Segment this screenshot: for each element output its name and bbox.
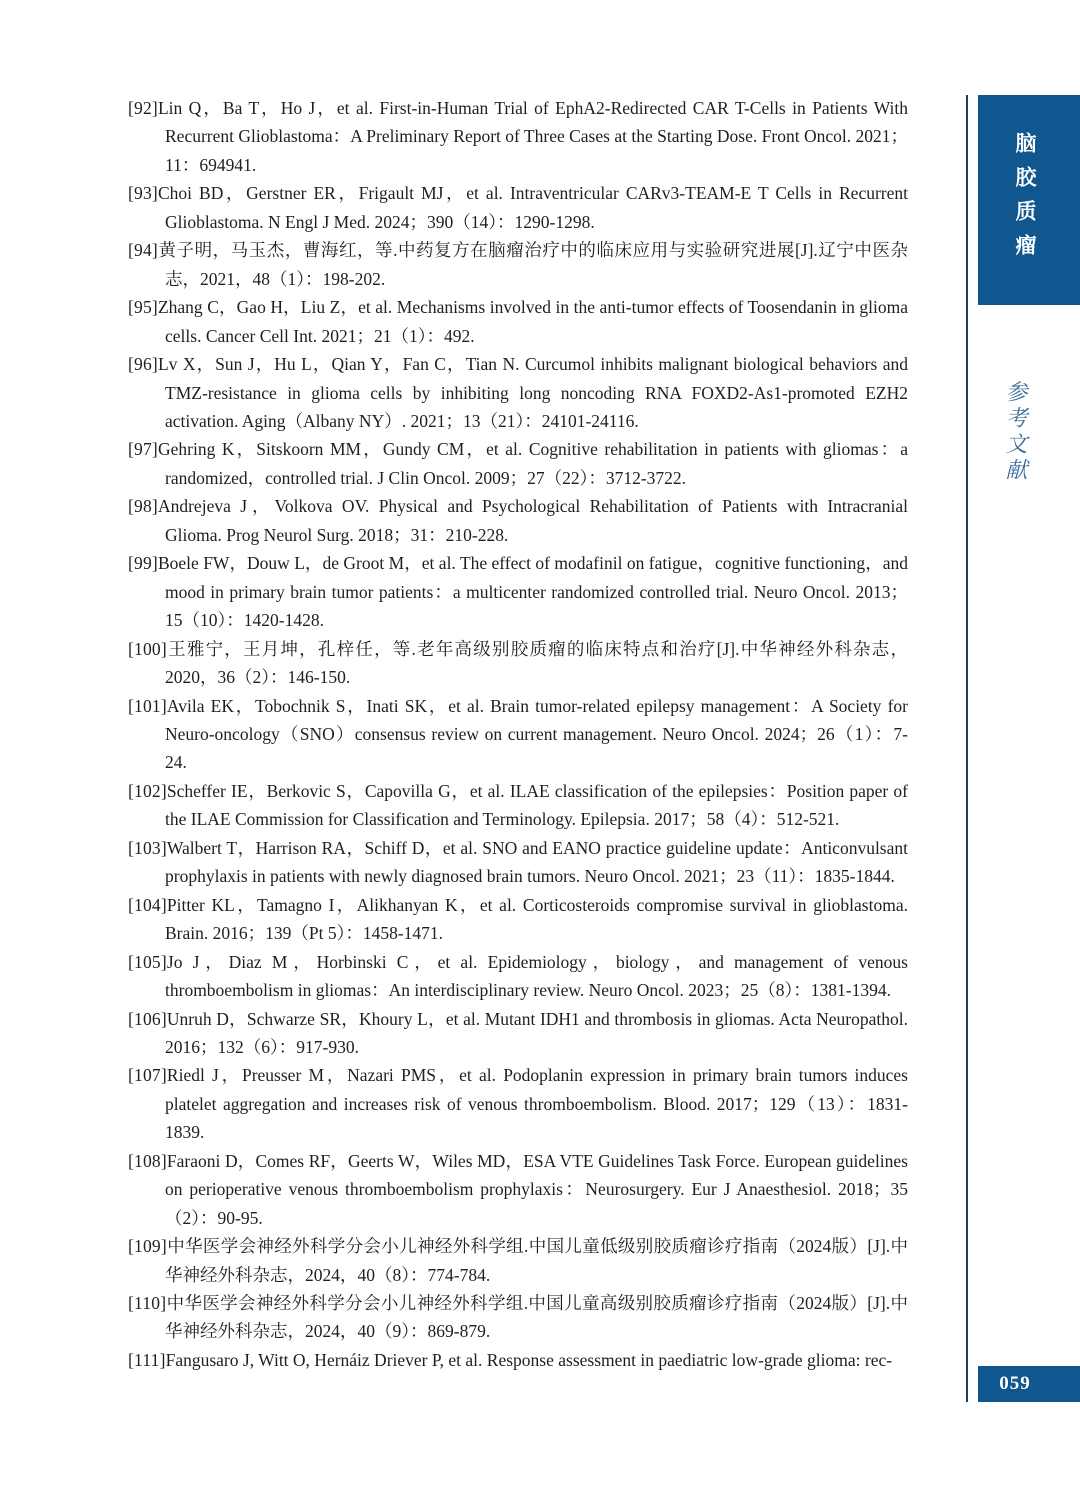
reference-item <box>128 435 908 492</box>
reference-item <box>128 350 908 435</box>
reference-label: [101] <box>128 695 167 716</box>
reference-label: [108] <box>128 1150 167 1171</box>
chapter-title: 脑胶质瘤 <box>1013 132 1036 268</box>
reference-label: [97] <box>128 439 158 460</box>
chapter-tab <box>978 95 1080 305</box>
page-number-badge <box>978 1366 1080 1402</box>
reference-item <box>128 549 908 634</box>
reference-item <box>128 1005 908 1062</box>
reference-label: [94] <box>128 240 158 261</box>
reference-item <box>128 777 908 834</box>
reference-label: [106] <box>128 1008 167 1029</box>
reference-label: [99] <box>128 553 158 574</box>
reference-item <box>128 1289 908 1346</box>
reference-text: Pitter KL，Tamagno I，Alikhanyan K，et al. Corticosteroids compromise survival in glioblastoma. Brain. 2016；139（Pt 5）：1458-1471. <box>165 894 908 944</box>
reference-text: Scheffer IE，Berkovic S，Capovilla G，et al. ILAE classification of the epilepsies：Position paper of the ILAE Commission for Classification and Terminology. Epilepsia. 2017；58（4）：512-521. <box>165 780 908 830</box>
reference-item <box>128 94 908 179</box>
reference-label: [98] <box>128 496 158 517</box>
reference-label: [105] <box>128 951 167 972</box>
reference-text: 中华医学会神经外科学分会小儿神经外科学组.中国儿童高级别胶质瘤诊疗指南（2024版）[J].中华神经外科杂志，2024，40（9）：869-879. <box>165 1293 908 1342</box>
reference-label: [109] <box>128 1236 167 1257</box>
reference-label: [92] <box>128 98 158 118</box>
reference-text: 王雅宁，王月坤，孔梓任，等.老年高级别胶质瘤的临床特点和治疗[J].中华神经外科杂志，2020，36（2）：146-150. <box>165 638 908 688</box>
reference-text: Choi BD，Gerstner ER，Frigault MJ，et al. Intraventricular CARv3-TEAM-E T Cells in Recurrent Glioblastoma. N Engl J Med. 2024；390（14）：1290-1298. <box>157 183 908 232</box>
sidebar-divider-line <box>966 95 968 1402</box>
reference-text: Avila EK，Tobochnik S，Inati SK，et al. Brain tumor-related epilepsy management：A Society for Neuro-oncology（SNO）consensus review on current management. Neuro Oncol. 2024；26（1）：7-24. <box>165 695 908 773</box>
page-number: 059 <box>999 1373 1031 1394</box>
reference-item <box>128 179 908 236</box>
reference-label: [95] <box>128 297 158 318</box>
reference-text: 黄子明，马玉杰，曹海红，等.中药复方在脑瘤治疗中的临床应用与实验研究进展[J].辽宁中医杂志，2021，48（1）：198-202. <box>157 240 908 289</box>
reference-label: [100] <box>128 638 167 659</box>
reference-text: Fangusaro J, Witt O, Hernáiz Driever P, et al. Response assessment in paediatric low-grade glioma: rec- <box>165 1349 893 1370</box>
reference-item <box>128 891 908 948</box>
reference-label: [96] <box>128 354 158 375</box>
reference-item <box>128 948 908 1005</box>
reference-text: Faraoni D，Comes RF，Geerts W，Wiles MD，ESA VTE Guidelines Task Force. European guidelines on perioperative venous thromboembolism prophylaxis：Neurosurgery. Eur J Anaesthesiol. 2018；35（2）：90-95. <box>165 1150 908 1228</box>
reference-item <box>128 492 908 549</box>
reference-item <box>128 236 908 293</box>
references-list <box>128 94 908 1374</box>
reference-text: Walbert T，Harrison RA，Schiff D，et al. SNO and EANO practice guideline update：Anticonvulsant prophylaxis in patients with newly diagnosed brain tumors. Neuro Oncol. 2021；23（11）：1835-1844. <box>165 837 908 887</box>
reference-text: Lv X，Sun J，Hu L，Qian Y，Fan C，Tian N. Curcumol inhibits malignant biological behaviors and TMZ-resistance in glioma cells by inhibiting long noncoding RNA FOXD2-As1-promoted EZH2 activation. Aging（Albany NY）. 2021；13（21）：24101-24116. <box>157 354 908 431</box>
section-title: 参考文献 <box>1003 380 1028 484</box>
reference-label: [111] <box>128 1349 166 1370</box>
reference-text: Zhang C，Gao H，Liu Z，et al. Mechanisms involved in the anti-tumor effects of Toosendanin in glioma cells. Cancer Cell Int. 2021；21（1）：492. <box>157 297 908 346</box>
reference-label: [103] <box>128 837 167 858</box>
reference-item <box>128 293 908 350</box>
reference-item <box>128 1346 908 1374</box>
reference-text: 中华医学会神经外科学分会小儿神经外科学组.中国儿童低级别胶质瘤诊疗指南（2024版）[J].中华神经外科杂志，2024，40（8）：774-784. <box>165 1236 908 1285</box>
reference-text: Lin Q，Ba T，Ho J，et al. First-in-Human Trial of EphA2-Redirected CAR T-Cells in Patients With Recurrent Glioblastoma：A Preliminary Report of Three Cases at the Starting Dose. Front Oncol. 2021；11：694941. <box>157 98 908 175</box>
reference-label: [104] <box>128 894 167 915</box>
reference-item <box>128 635 908 692</box>
reference-text: Boele FW，Douw L，de Groot M，et al. The effect of modafinil on fatigue，cognitive functioning，and mood in primary brain tumor patients：a multicenter randomized controlled trial. Neuro Oncol. 2013；15（10）：1420-1428. <box>157 553 908 631</box>
reference-item <box>128 1232 908 1289</box>
reference-text: Jo J，Diaz M，Horbinski C，et al. Epidemiology，biology，and management of venous thromboembolism in gliomas：An interdisciplinary review. Neuro Oncol. 2023；25（8）：1381-1394. <box>165 951 908 1001</box>
reference-label: [107] <box>128 1065 167 1086</box>
reference-label: [110] <box>128 1293 167 1314</box>
reference-text: Andrejeva J，Volkova OV. Physical and Psychological Rehabilitation of Patients with Intracranial Glioma. Prog Neurol Surg. 2018；31：210-228. <box>157 496 908 545</box>
reference-item <box>128 1061 908 1146</box>
reference-item <box>128 834 908 891</box>
reference-text: Riedl J，Preusser M，Nazari PMS，et al. Podoplanin expression in primary brain tumors induces platelet aggregation and increases risk of venous thromboembolism. Blood. 2017；129（13）：1831-1839. <box>165 1065 908 1143</box>
reference-label: [93] <box>128 183 158 204</box>
reference-text: Unruh D，Schwarze SR，Khoury L，et al. Mutant IDH1 and thrombosis in gliomas. Acta Neuropathol. 2016；132（6）：917-930. <box>165 1008 908 1057</box>
reference-item <box>128 1147 908 1232</box>
reference-text: Gehring K，Sitskoorn MM，Gundy CM，et al. Cognitive rehabilitation in patients with gliomas：a randomized，controlled trial. J Clin Oncol. 2009；27（22）：3712-3722. <box>157 439 908 488</box>
reference-label: [102] <box>128 780 167 801</box>
reference-item <box>128 692 908 777</box>
